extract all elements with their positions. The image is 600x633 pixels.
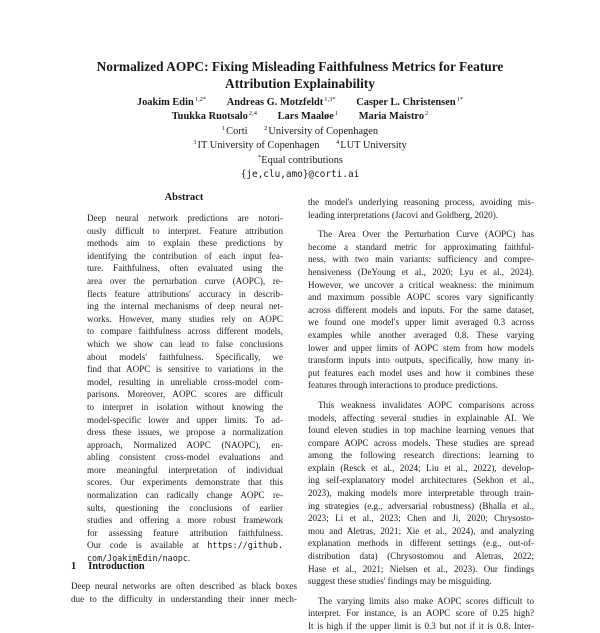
body-line: models, affecting several studies in explainable AI. We [308,412,534,423]
body-line: The Area Over the Perturbation Curve (AOPC) has [318,229,534,240]
body-line: transform inputs into outputs, specifically, how many in- [308,355,534,366]
code-link[interactable]: https://github. [207,540,283,551]
affiliation: $^3$IT University of Copenhagen [193,139,320,152]
body-line: features through interactions to produce predictions. [308,380,498,391]
abstract-line: methods aim to explain these predictions by [87,238,283,249]
body-line: compare AOPC across models. These studies are spread [308,437,534,448]
abstract-line: flects feature attributions' accuracy in describ- [87,288,283,299]
equal-contribution-note: *Equal contributions [258,153,343,166]
body-line: This weakness invalidates AOPC comparisons across [318,399,534,410]
author: Tuukka Ruotsalo$^{2,4}$ [171,110,257,123]
body-line: explain (Resck et al., 2024; Liu et al., 2022), develop- [308,462,534,473]
author: Andreas G. Motzfeldt$^{1,3*}$ [226,96,336,108]
section-heading: 1 Introduction [71,561,145,572]
abstract-line: works. However, many studies rely on AOPC [87,313,283,324]
body-line: put features each model uses and how it combines these [308,367,534,378]
body-line: we found one model's upper limit averaged 0.3 across [308,317,534,328]
author-row [40,96,560,110]
abstract-line: identifying the contribution of each input fea- [87,250,283,261]
introduction-body [71,580,297,605]
body-line: 2023; Li et al., 2023; Chen and Ji, 2020; Chrysosto- [308,513,534,524]
abstract-line: to compare faithfulness across different models, [87,326,283,337]
abstract-line: scores. Our experiments demonstrate that this [87,477,283,488]
affiliation: $^4$LUT University [336,139,407,152]
abstract-line: find that AOPC is sensitive to variations in the [87,364,283,375]
body-line: ing strategies (e.g., adversarial robustness) (Bhalla et al., [308,500,534,511]
body-line: distribution data) (Chrysostomou and Aletras, 2022; [308,551,534,562]
affiliation: $^1$Corti [221,124,248,137]
abstract-line: which we show can lead to false conclusions [87,338,283,349]
body-line: among the following research directions: learning to [308,450,534,461]
body-line: 2023), making models more interpretable through train- [308,488,534,499]
right-column [308,196,534,633]
body-line: interpret. For instance, is an AOPC score of 0.25 high? [308,608,534,619]
body-line: The varying limits also make AOPC scores difficult to [318,595,534,606]
abstract-line: to interpret in isolation without knowing the [87,401,283,412]
code-availability-line: com/JoakimEdin/naopc. [87,553,191,564]
body-line: ness, with two main variants: sufficiency and compre- [308,254,534,265]
author-row [40,110,560,124]
body-line: the model's underlying reasoning process, avoiding mis- [308,197,534,207]
affiliation: $^2$University of Copenhagen [264,124,379,137]
body-line: Hase et al., 2021; Nielsen et al., 2023). Our findings [308,563,534,574]
abstract-line: ture. Faithfulness, often evaluated using the [87,263,283,274]
author: Casper L. Christensen$^{1*}$ [356,96,464,108]
body-line: ing self-explanatory model architectures (Sekhon et al., [308,475,534,486]
code-availability-line: Our code is available at https://github. [87,540,283,551]
body-line: explanation methods in different settings (e.g., out-of- [308,538,534,549]
paper-title [60,58,540,92]
affiliation-row [40,125,560,139]
body-line: leading interpretations (Jacovi and Goldberg, 2020). [308,209,498,220]
abstract-line: more meaningful interpretation of individual [87,464,283,475]
abstract-line: Deep neural network predictions are notori- [87,213,283,223]
body-line: However, we uncover a critical weakness: the minimum [308,279,534,290]
abstract-line: sults, questioning the conclusions of earlier [87,502,283,513]
body-line: suggest these studies' findings may be misguiding. [308,576,492,587]
abstract-line: area over the perturbation curve (AOPC), re- [87,275,283,286]
abstract-line: model, resulting in unreliable cross-model com- [87,376,283,387]
body-line: Deep neural networks are often described as black boxes [71,581,297,591]
abstract-line: ing the internal mechanisms of deep neural net- [87,301,283,312]
abstract-line: for assessing feature attribution faithfulness. [87,527,283,538]
title-line: Attribution Explainability [225,76,375,91]
author: Lars Maaløe$^1$ [277,110,339,123]
abstract-line: dress these issues, we propose a normalization [87,427,283,438]
abstract-line: abling consistent cross-model evaluations and [87,452,283,463]
abstract-line: normalization can radically change AOPC re- [87,490,283,501]
code-link[interactable]: com/JoakimEdin/naopc [87,553,188,564]
contact-email: {je,clu,amo}@corti.ai [240,169,360,181]
abstract-line: ously difficult to interpret. Feature attribution [87,225,283,236]
title-line: Normalized AOPC: Fixing Misleading Faithfulness Metrics for Feature [96,59,504,74]
author: Maria Maistro$^2$ [358,110,429,123]
body-line: mou and Aletras, 2021; Xie et al., 2024), and analyzing [308,525,534,536]
abstract-line: approach, Normalized AOPC (NAOPC), en- [87,439,283,450]
body-line: become a standard metric for approximating faithful- [308,241,534,252]
abstract-heading: Abstract [164,192,204,203]
body-line: across different models and inputs. For the same dataset, [308,304,534,315]
body-line: hensiveness (DeYoung et al., 2020; Lyu et al., 2024). [308,266,534,277]
author-block [40,96,560,182]
abstract-body [87,212,283,565]
body-line: found eleven studies in top machine learning venues that [308,425,534,436]
abstract-line: studies and offering a more robust framework [87,515,283,526]
body-line: lower and upper limits of AOPC stem from how models [308,342,534,353]
author: Joakim Edin$^{1,2*}$ [136,96,207,108]
body-line: examples while another averaged 0.8. These varying [308,329,534,340]
affiliation-row [40,139,560,153]
body-line: due to the difficulty in understanding their inner mech- [71,593,297,604]
body-line: It is high if the upper limit is 0.3 but not if it is 0.8. Inter- [308,621,534,631]
abstract-line: model-specific lower and upper limits. To ad- [87,414,283,425]
abstract-line: parisons. Moreover, AOPC scores are difficult [87,389,283,400]
body-line: and maximum possible AOPC scores vary significantly [308,292,534,303]
abstract-line: about models' faithfulness. Specifically, we [87,351,283,362]
